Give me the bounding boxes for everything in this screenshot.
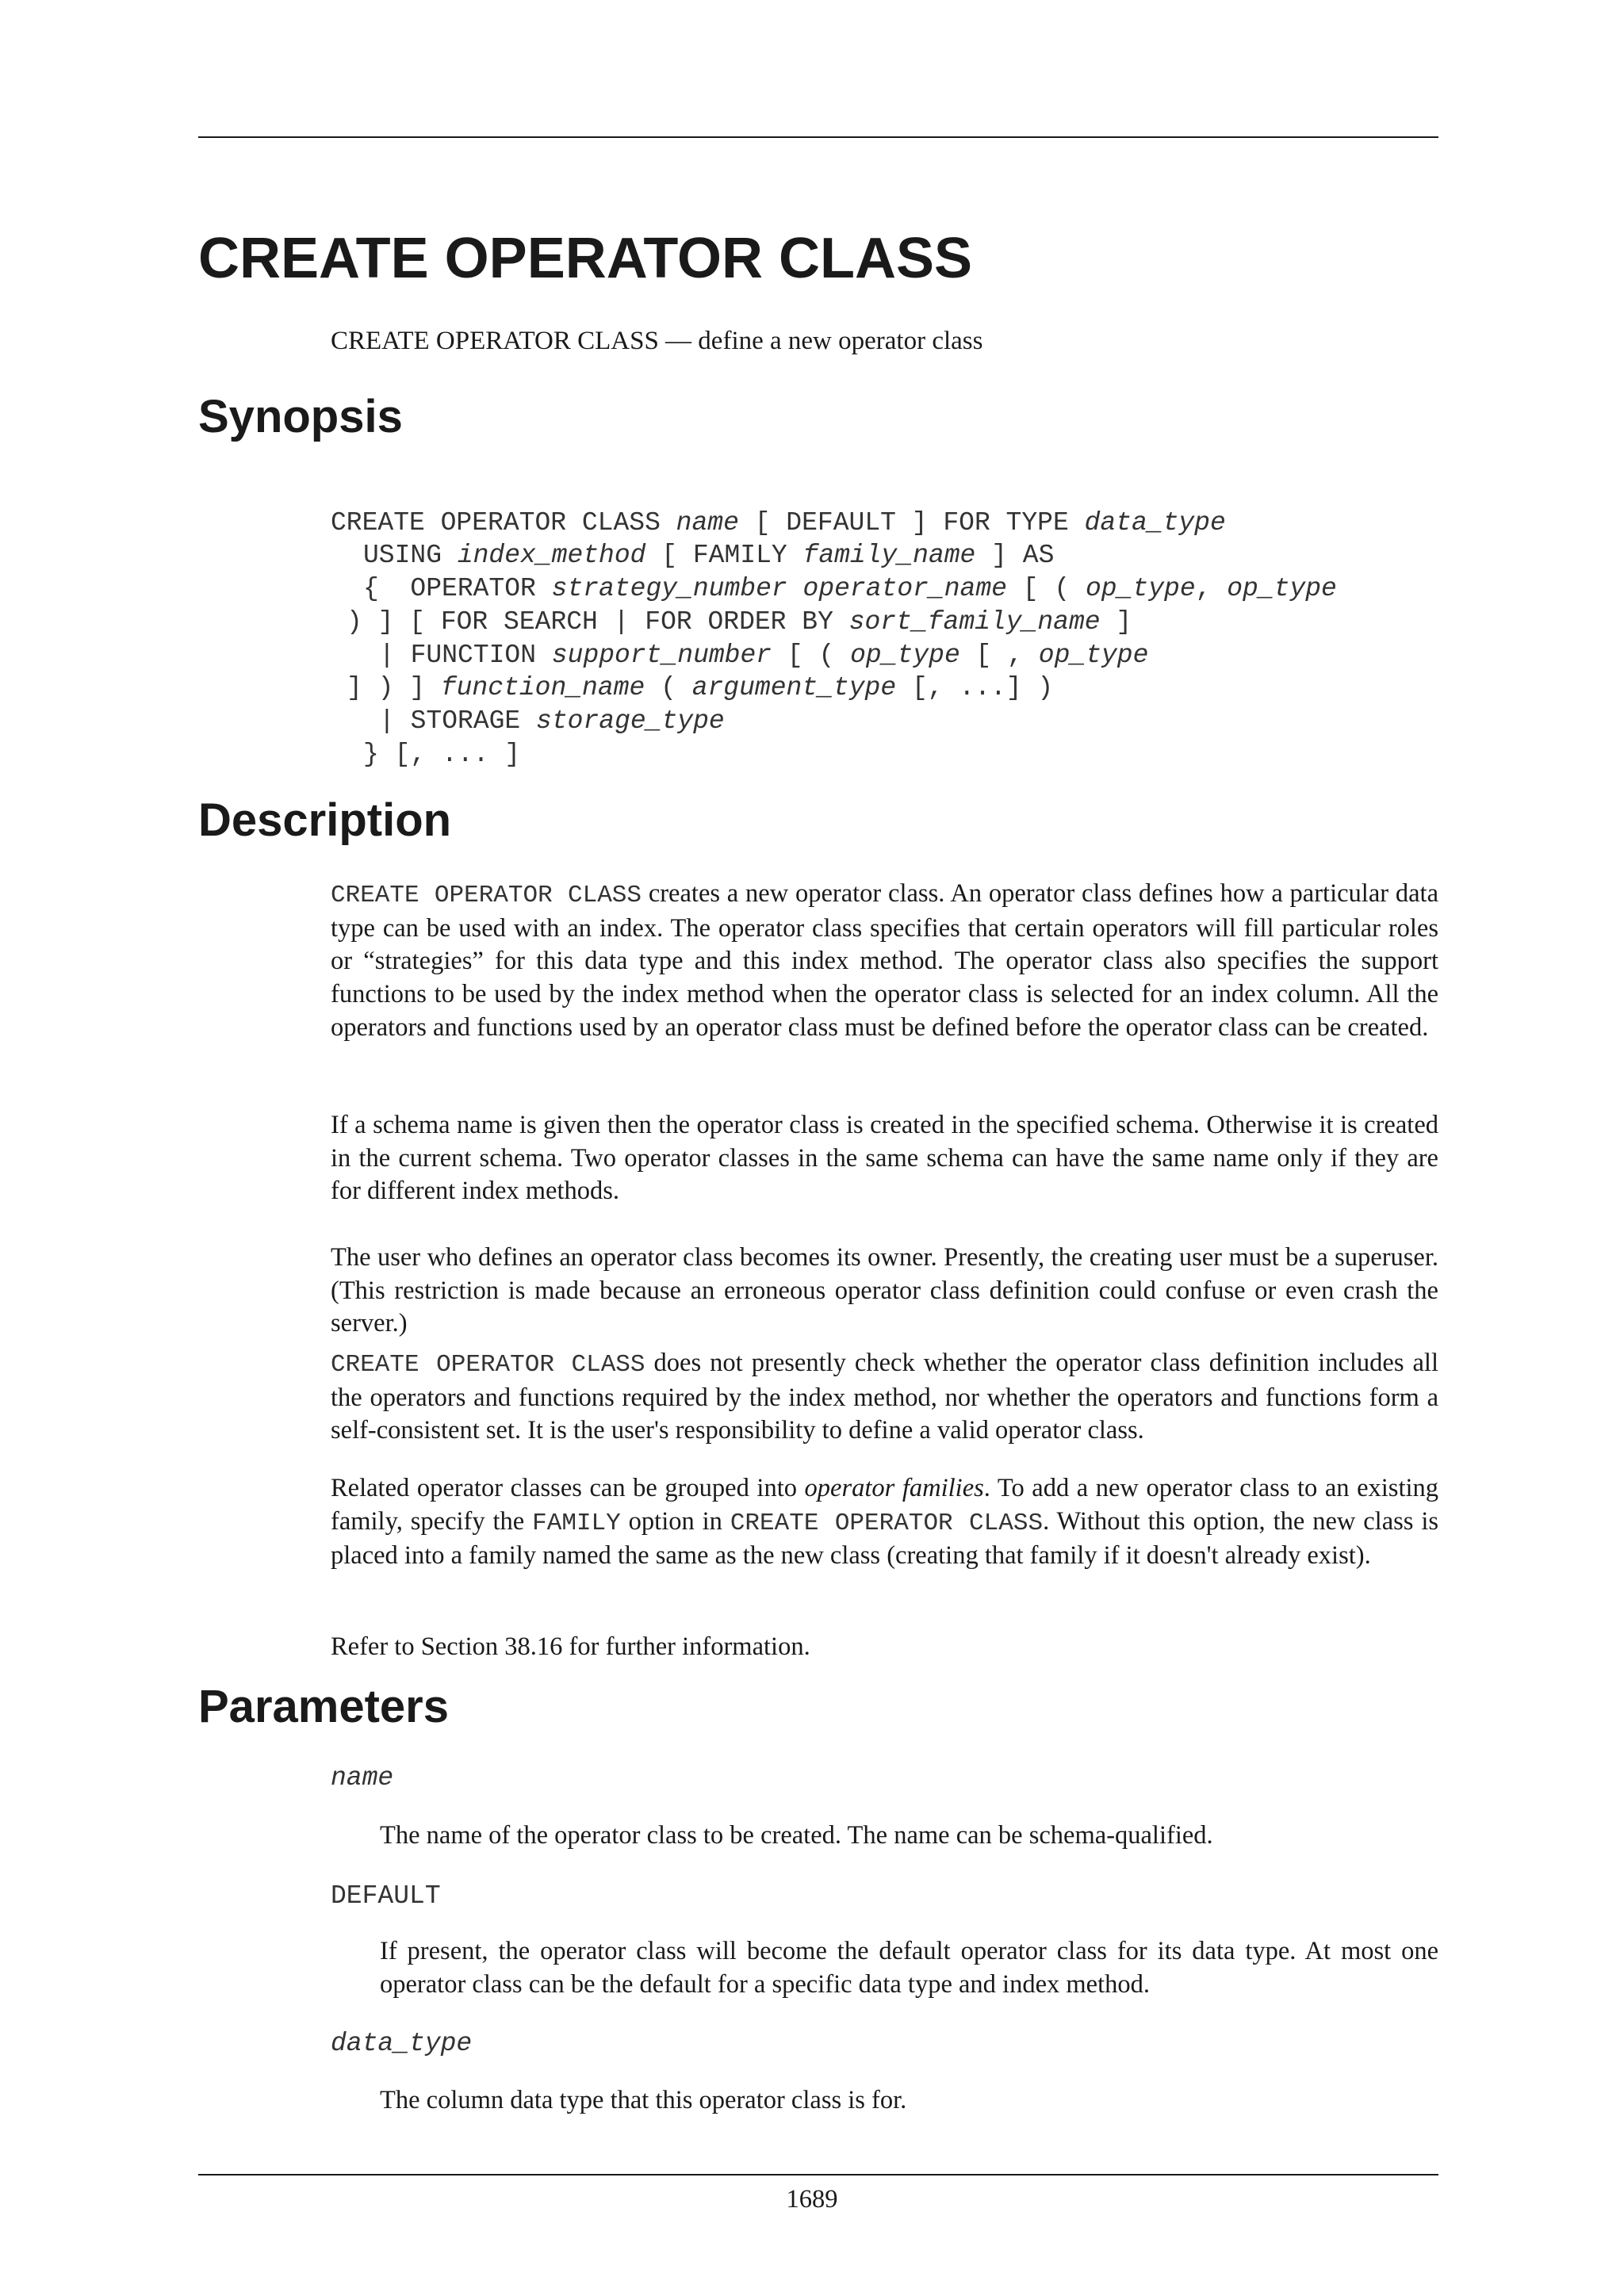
description-paragraph: CREATE OPERATOR CLASS creates a new operator class. An operator class defines how a particular data type can be used with an index. The operator class specifies that certain operators will fill particular roles or “strategies” for this data type and this index method. The operator class also specifies the support functions to be used by the index method when the operator class is selected for an index column. All the operators and functions used by an operator class must be defined before the operator class can be created. — [331, 879, 1438, 1042]
page-number: 1689 — [786, 2185, 838, 2214]
synopsis-line: { OPERATOR strategy_number operator_name [ ( op_type, op_type — [363, 574, 1337, 603]
parameter-description: The name of the operator class to be created. The name can be schema-qualified. — [380, 1821, 1213, 1850]
description-paragraph: CREATE OPERATOR CLASS does not presently check whether the operator class definition includes all the operators and functions required by the index method, nor whether the operators and functions form a self-consistent set. It is the user's responsibility to define a valid operator class. — [331, 1349, 1438, 1445]
description-heading: Description — [198, 794, 452, 846]
synopsis-line: ] ) ] function_name ( argument_type [, ...] ) — [347, 673, 1054, 702]
synopsis-line: ) ] [ FOR SEARCH | FOR ORDER BY sort_family_name ] — [347, 607, 1132, 637]
synopsis-heading: Synopsis — [198, 391, 403, 442]
synopsis-line: | STORAGE storage_type — [379, 706, 725, 736]
parameter-description: The column data type that this operator class is for. — [380, 2086, 907, 2114]
header-rule — [198, 136, 1438, 138]
description-paragraph: Related operator classes can be grouped into operator families. To add a new operator class to an existing family, specify the FAMILY option in CREATE OPERATOR CLASS. Without this option, the new class is placed into a family named the same as the new class (creating that family if it doesn't already exist). — [331, 1474, 1439, 1571]
synopsis-line: | FUNCTION support_number [ ( op_type [ , op_type — [379, 641, 1149, 670]
description-paragraph: If a schema name is given then the operator class is created in the specified schema. Otherwise it is created in the current schema. Two operator classes in the same schema can have the same name only if they are for different index methods. — [331, 1111, 1438, 1206]
parameter-term: name — [331, 1763, 394, 1793]
page-title: CREATE OPERATOR CLASS — [198, 227, 973, 290]
synopsis-line: CREATE OPERATOR CLASS name [ DEFAULT ] FOR TYPE data_type — [331, 508, 1226, 538]
synopsis-line: USING index_method [ FAMILY family_name ] AS — [363, 541, 1055, 570]
synopsis-line: } [, ... ] — [363, 740, 521, 769]
parameter-term: data_type — [331, 2029, 473, 2058]
ref-purpose: CREATE OPERATOR CLASS — define a new operator class — [331, 327, 983, 355]
footer-rule — [198, 2174, 1438, 2175]
description-paragraph: Refer to Section 38.16 for further information. — [331, 1632, 810, 1661]
parameter-description: If present, the operator class will become the default operator class for its data type. At most one operator class can be the default for a specific data type and index method. — [380, 1937, 1438, 1999]
parameters-heading: Parameters — [198, 1681, 449, 1732]
parameter-term: DEFAULT — [331, 1881, 441, 1911]
description-paragraph: The user who defines an operator class becomes its owner. Presently, the creating user must be a superuser. (This restriction is made because an erroneous operator class definition could confuse or even crash the server.) — [331, 1243, 1438, 1338]
